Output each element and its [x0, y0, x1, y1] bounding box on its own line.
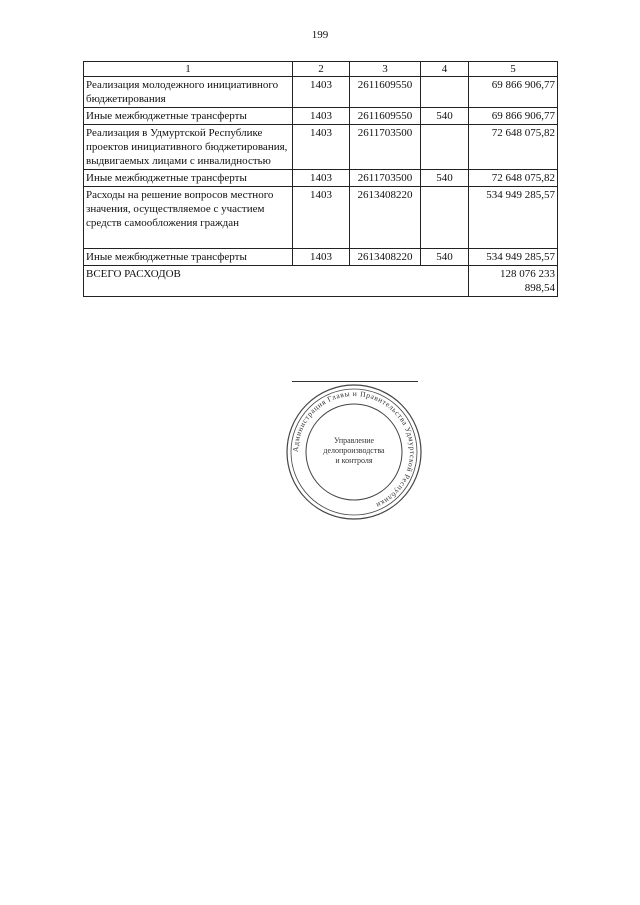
target-article-code: 2613408220	[350, 249, 421, 266]
expense-type-code	[421, 187, 469, 249]
amount: 534 949 285,57	[469, 187, 558, 249]
expense-type-code: 540	[421, 108, 469, 125]
official-seal-stamp	[285, 383, 423, 521]
table-row	[84, 125, 558, 170]
target-article-code: 2613408220	[350, 187, 421, 249]
amount: 72 648 075,82	[469, 125, 558, 170]
seal-center-line: и контроля	[335, 456, 373, 465]
total-label: ВСЕГО РАСХОДОВ	[84, 266, 469, 297]
row-name: Расходы на решение вопросов местного значения, осуществляемое с участием средств самообложения граждан	[84, 187, 293, 249]
amount: 69 866 906,77	[469, 108, 558, 125]
column-header: 4	[421, 62, 469, 77]
expenditure-table	[83, 61, 558, 297]
expense-type-code: 540	[421, 249, 469, 266]
seal-center-line: делопроизводства	[323, 446, 385, 455]
signature-line	[292, 381, 418, 382]
column-header: 3	[350, 62, 421, 77]
expense-type-code	[421, 125, 469, 170]
page-number: 199	[311, 29, 329, 41]
amount: 69 866 906,77	[469, 77, 558, 108]
table-row	[84, 108, 558, 125]
row-name: Реализация в Удмуртской Республике проектов инициативного бюджетирования, выдвигаемых лицами с инвалидностью	[84, 125, 293, 170]
row-name: Иные межбюджетные трансферты	[84, 249, 293, 266]
total-amount: 128 076 233 898,54	[469, 266, 558, 297]
seal-center-line: Управление	[333, 436, 375, 445]
target-article-code: 2611703500	[350, 170, 421, 187]
expense-type-code: 540	[421, 170, 469, 187]
table-row	[84, 187, 558, 249]
section-code: 1403	[293, 77, 350, 108]
section-code: 1403	[293, 170, 350, 187]
amount: 72 648 075,82	[469, 170, 558, 187]
total-row	[84, 266, 558, 297]
table-row	[84, 249, 558, 266]
row-name: Реализация молодежного инициативного бюджетирования	[84, 77, 293, 108]
target-article-code: 2611609550	[350, 77, 421, 108]
table-row	[84, 77, 558, 108]
amount: 534 949 285,57	[469, 249, 558, 266]
section-code: 1403	[293, 125, 350, 170]
row-name: Иные межбюджетные трансферты	[84, 108, 293, 125]
row-name: Иные межбюджетные трансферты	[84, 170, 293, 187]
target-article-code: 2611703500	[350, 125, 421, 170]
column-header: 5	[469, 62, 558, 77]
table-row	[84, 170, 558, 187]
section-code: 1403	[293, 187, 350, 249]
section-code: 1403	[293, 108, 350, 125]
seal-ring-text: Администрация Главы и Правительства Удмуртской Республики	[290, 388, 418, 511]
section-code: 1403	[293, 249, 350, 266]
expense-type-code	[421, 77, 469, 108]
table-header-row	[84, 62, 558, 77]
column-header: 1	[84, 62, 293, 77]
target-article-code: 2611609550	[350, 108, 421, 125]
column-header: 2	[293, 62, 350, 77]
